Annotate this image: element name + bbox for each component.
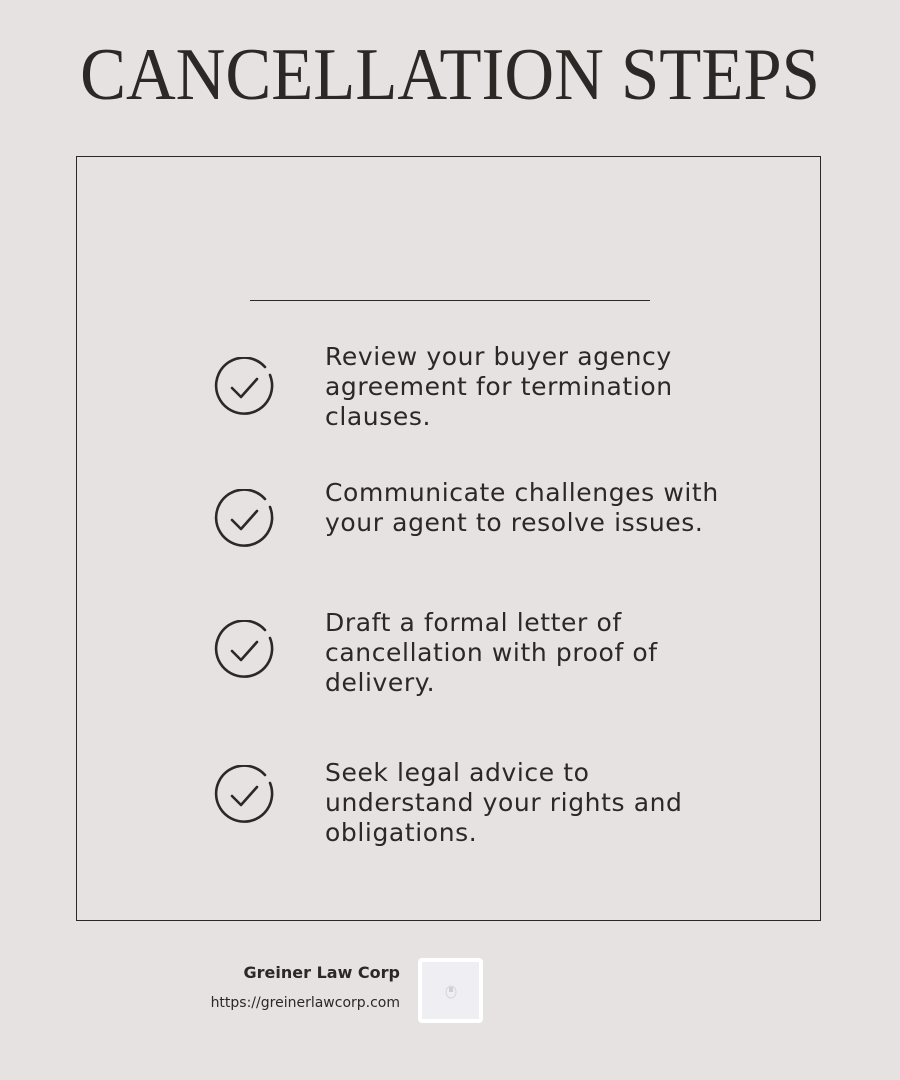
step-text: Communicate challenges with your agent to resolve issues. [325,478,719,537]
divider-line [250,300,650,301]
company-url-link[interactable]: https://greinerlawcorp.com [210,995,400,1011]
step-text: Draft a formal letter of cancellation with proof of delivery. [325,608,658,697]
check-circle-icon [213,620,275,682]
check-circle-icon [213,765,275,827]
step-text: Review your buyer agency agreement for termination clauses. [325,342,673,431]
company-logo [418,958,483,1023]
step-text: Seek legal advice to understand your rights and obligations. [325,758,683,847]
check-circle-icon [213,357,275,419]
page-title: CANCELLATION STEPS [80,34,820,116]
check-circle-icon [213,489,275,551]
company-name: Greiner Law Corp [243,963,400,982]
logo-mark-icon [444,983,458,999]
